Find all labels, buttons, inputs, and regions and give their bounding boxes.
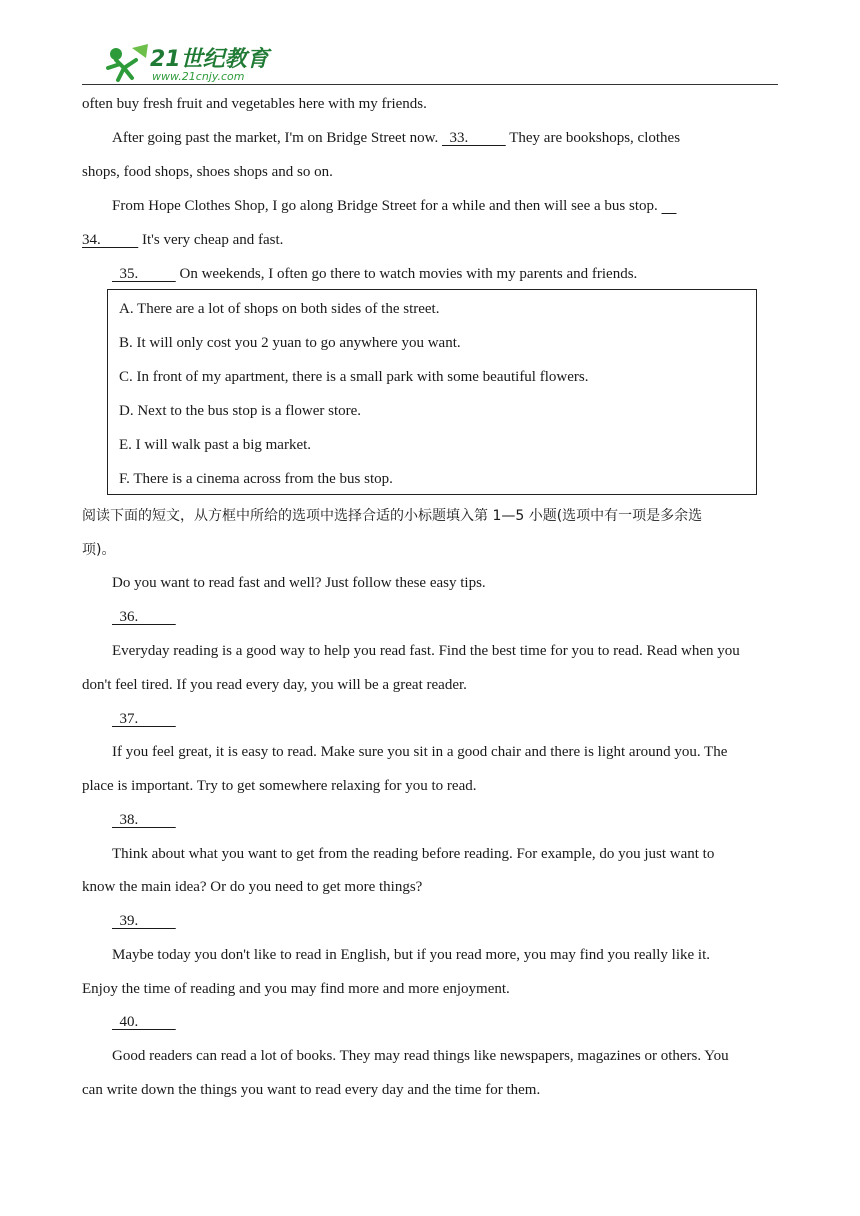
passage-line: Enjoy the time of reading and you may find more and more enjoyment. <box>82 981 510 997</box>
svg-text:21世纪教育: 21世纪教育 <box>150 47 269 72</box>
passage-line: don't feel tired. If you read every day, you will be a great reader. <box>82 677 467 693</box>
blank-36[interactable]: 36. <box>112 609 176 625</box>
passage-line: Do you want to read fast and well? Just follow these easy tips. <box>112 575 486 591</box>
page-header <box>82 40 778 86</box>
passage-line: know the main idea? Or do you need to get more things? <box>82 879 423 895</box>
blank-33[interactable]: 33. <box>442 130 506 146</box>
option-b: B. It will only cost you 2 yuan to go anywhere you want. <box>119 335 461 351</box>
passage-line: 34. It's very cheap and fast. <box>82 232 284 248</box>
passage-line: often buy fresh fruit and vegetables here with my friends. <box>82 96 427 112</box>
passage-line: Maybe today you don't like to read in English, but if you read more, you may find you really like it. <box>112 947 710 963</box>
blank-34[interactable]: 34. <box>82 232 139 248</box>
passage-line: If you feel great, it is easy to read. Make sure you sit in a good chair and there is light around you. The <box>112 744 728 760</box>
passage-line: can write down the things you want to read every day and the time for them. <box>82 1082 541 1098</box>
instruction-line: 项)。 <box>82 542 116 558</box>
svg-text:www.21cnjy.com: www.21cnjy.com <box>152 70 245 83</box>
option-e: E. I will walk past a big market. <box>119 437 312 453</box>
option-f: F. There is a cinema across from the bus stop. <box>119 471 393 487</box>
passage-line: After going past the market, I'm on Bridge Street now. 33. They are bookshops, clothes <box>112 130 681 146</box>
blank-39[interactable]: 39. <box>112 913 176 929</box>
blank-38[interactable]: 38. <box>112 812 176 828</box>
option-c: C. In front of my apartment, there is a small park with some beautiful flowers. <box>119 369 589 385</box>
passage-line: Think about what you want to get from the reading before reading. For example, do you just want to <box>112 846 715 862</box>
instruction-line: 阅读下面的短文，从方框中所给的选项中选择合适的小标题填入第 1—5 小题(选项中有一项是多余选 <box>82 508 703 524</box>
passage-line: Good readers can read a lot of books. They may read things like newspapers, magazines or others. You <box>112 1048 729 1064</box>
passage-line: Everyday reading is a good way to help you read fast. Find the best time for you to read. Read when you <box>112 643 740 659</box>
header-rule <box>82 84 778 85</box>
blank-40[interactable]: 40. <box>112 1014 176 1030</box>
passage-line: shops, food shops, shoes shops and so on. <box>82 164 333 180</box>
21cnjy-logo <box>102 42 282 84</box>
blank-35[interactable]: 35. <box>112 266 176 282</box>
option-d: D. Next to the bus stop is a flower store. <box>119 403 362 419</box>
passage-line: From Hope Clothes Shop, I go along Bridge Street for a while and then will see a bus stop. <box>112 196 677 216</box>
blank-37[interactable]: 37. <box>112 711 176 727</box>
passage-line: 35. On weekends, I often go there to watch movies with my parents and friends. <box>112 266 638 282</box>
passage-line: place is important. Try to get somewhere relaxing for you to read. <box>82 778 477 794</box>
options-box <box>107 289 757 495</box>
option-a: A. There are a lot of shops on both sides of the street. <box>119 301 440 317</box>
blank-34-start <box>662 196 677 216</box>
